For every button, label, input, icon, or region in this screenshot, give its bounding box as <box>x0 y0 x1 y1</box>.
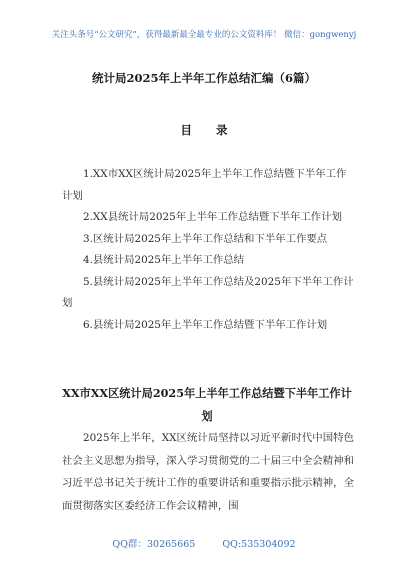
footer-qq-group: QQ群：30265665 <box>112 539 196 550</box>
footer <box>0 536 408 550</box>
toc-item: 5.县统计局2025年上半年工作总结及2025年下半年工作计划 <box>62 275 354 309</box>
toc-item: 1.XX市XX区统计局2025年上半年工作总结暨下半年工作计划 <box>62 168 347 202</box>
section-title: XX市XX区统计局2025年上半年工作总结暨下半年工作计划 <box>62 386 352 423</box>
toc-item: 2.XX县统计局2025年上半年工作总结暨下半年工作计划 <box>83 211 342 223</box>
toc-item: 4.县统计局2025年上半年工作总结 <box>83 254 245 266</box>
toc-item: 6.县统计局2025年上半年工作总结暨下半年工作计划 <box>83 318 328 331</box>
toc-heading: 目 录 <box>180 123 238 137</box>
table-of-contents <box>62 164 354 336</box>
body-paragraph: 2025年上半年，XX区统计局坚持以习近平新时代中国特色社会主义思想为指导，深入学习贯彻党的二十届三中全会精神和习近平总书记关于统计工作的重要讲话和重要指示批示精神，全面贯彻落实区委经济工作会议精神，围 <box>62 432 354 512</box>
header-banner: 关注头条号“公文研究”，获得最新最全最专业的公文资料库！ 微信：gongwenyj <box>51 30 357 40</box>
footer-qq: QQ:535304092 <box>222 539 296 550</box>
toc-item: 3.区统计局2025年上半年工作总结和下半年工作要点 <box>83 232 328 245</box>
document-title: 统计局2025年上半年工作总结汇编（6篇） <box>91 71 316 85</box>
